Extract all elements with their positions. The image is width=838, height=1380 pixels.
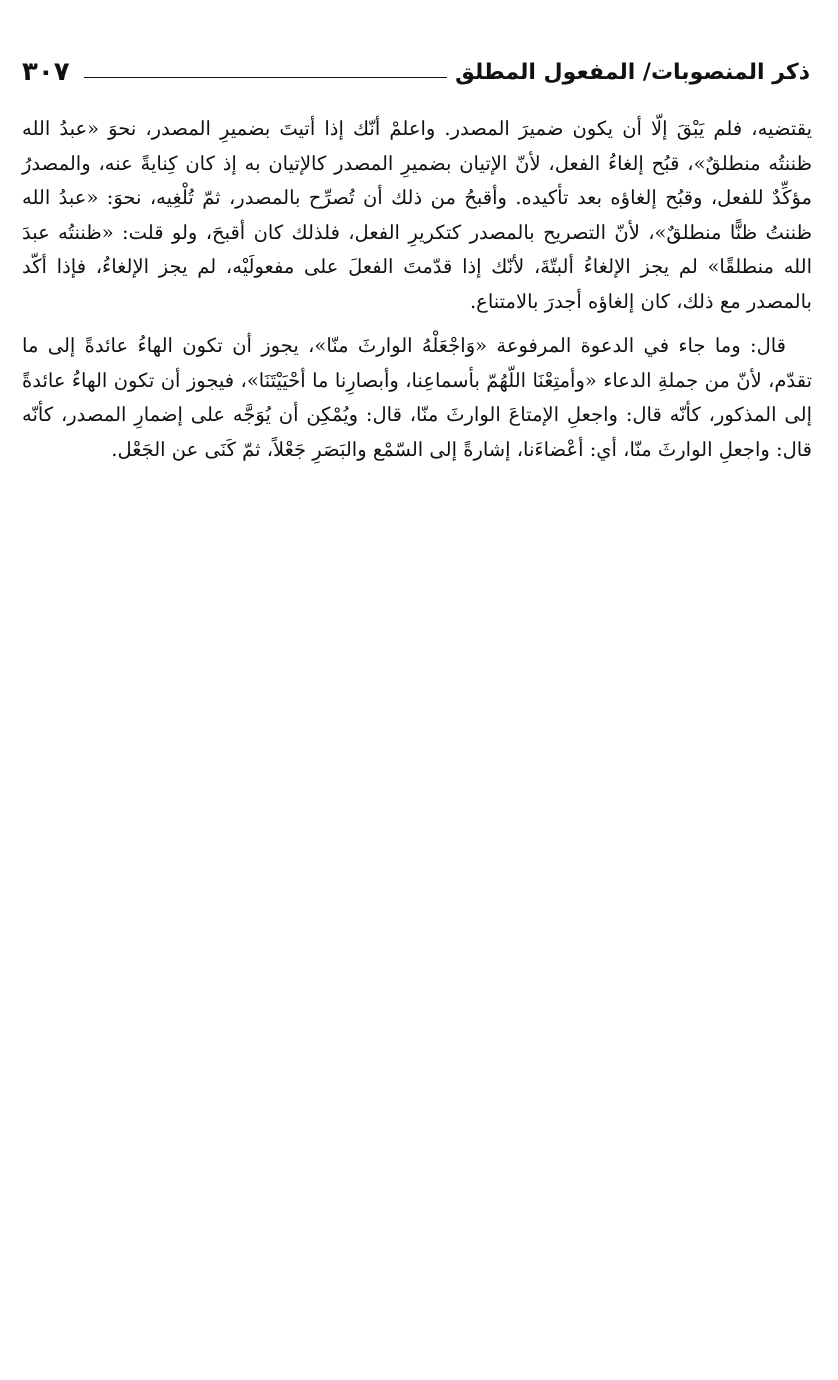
paragraph-2: قال: وما جاء في الدعوة المرفوعة «وَاجْعَلْهُ الوارثَ منّا»، يجوز أن تكون الهاءُ عائدةً إلى ما تقدّم، لأنّ من جملةِ الدعاء «وأمتِعْنَا اللّهُمّ بأسماعِنا، وأبصارِنا ما أحْيَيْتَنَا»، فيجوز أن تكون الهاءُ عائدةً إلى المذكور، كأنّه قال: واجعلِ الإمتاعَ الوارثَ منّا، قال: ويُمْكِن أن يُوَجَّه على إضمارِ المصدر، كأنّه قال: واجعلِ الوارثَ منّا، أي: أعْضاءَنا، إشارةً إلى السّمْع والبَصَرِ جَعْلاً، ثمّ كَنَى عن الجَعْل. (22, 334, 812, 461)
running-header-title: ذكر المنصوبات/ المفعول المطلق (455, 59, 810, 85)
paragraph-1: يقتضيه، فلم يَبْقَ إلّا أن يكون ضميرَ المصدر. واعلمْ أنّك إذا أتيتَ بضميرِ المصدر، نحوَ «عبدُ الله ظننتُه منطلقٌ»، قبُح إلغاءُ الفعل، لأنّ الإتيان بضميرِ المصدر كالإتيان به إذ كان كِنايةً عنه، والمصدرُ مؤكِّدٌ للفعل، وقبُح إلغاؤه بعد تأكيده. وأقبحُ من ذلك أن تُصرِّح بالمصدر، ثمّ تُلْغِيه، نحوَ: «عبدُ الله ظننتُ ظنًّا منطلقٌ»، لأنّ التصريح بالمصدر كتكريرِ الفعل، فلذلك كان أقبحَ، ولو قلت: «ظننتُه عبدَ الله منطلقًا» لم يجز الإلغاءُ ألبتّةَ، لأنّك إذا قدّمتَ الفعلَ على مفعولَيْه، لم يجز الإلغاءُ، فإذا أكّد بالمصدر مع ذلك، كان إلغاؤه أجدرَ بالامتناع. (22, 117, 812, 313)
body-text (22, 112, 812, 467)
page-number: ٣٠٧ (22, 57, 70, 87)
header-rule (84, 77, 448, 78)
running-header (22, 52, 810, 92)
